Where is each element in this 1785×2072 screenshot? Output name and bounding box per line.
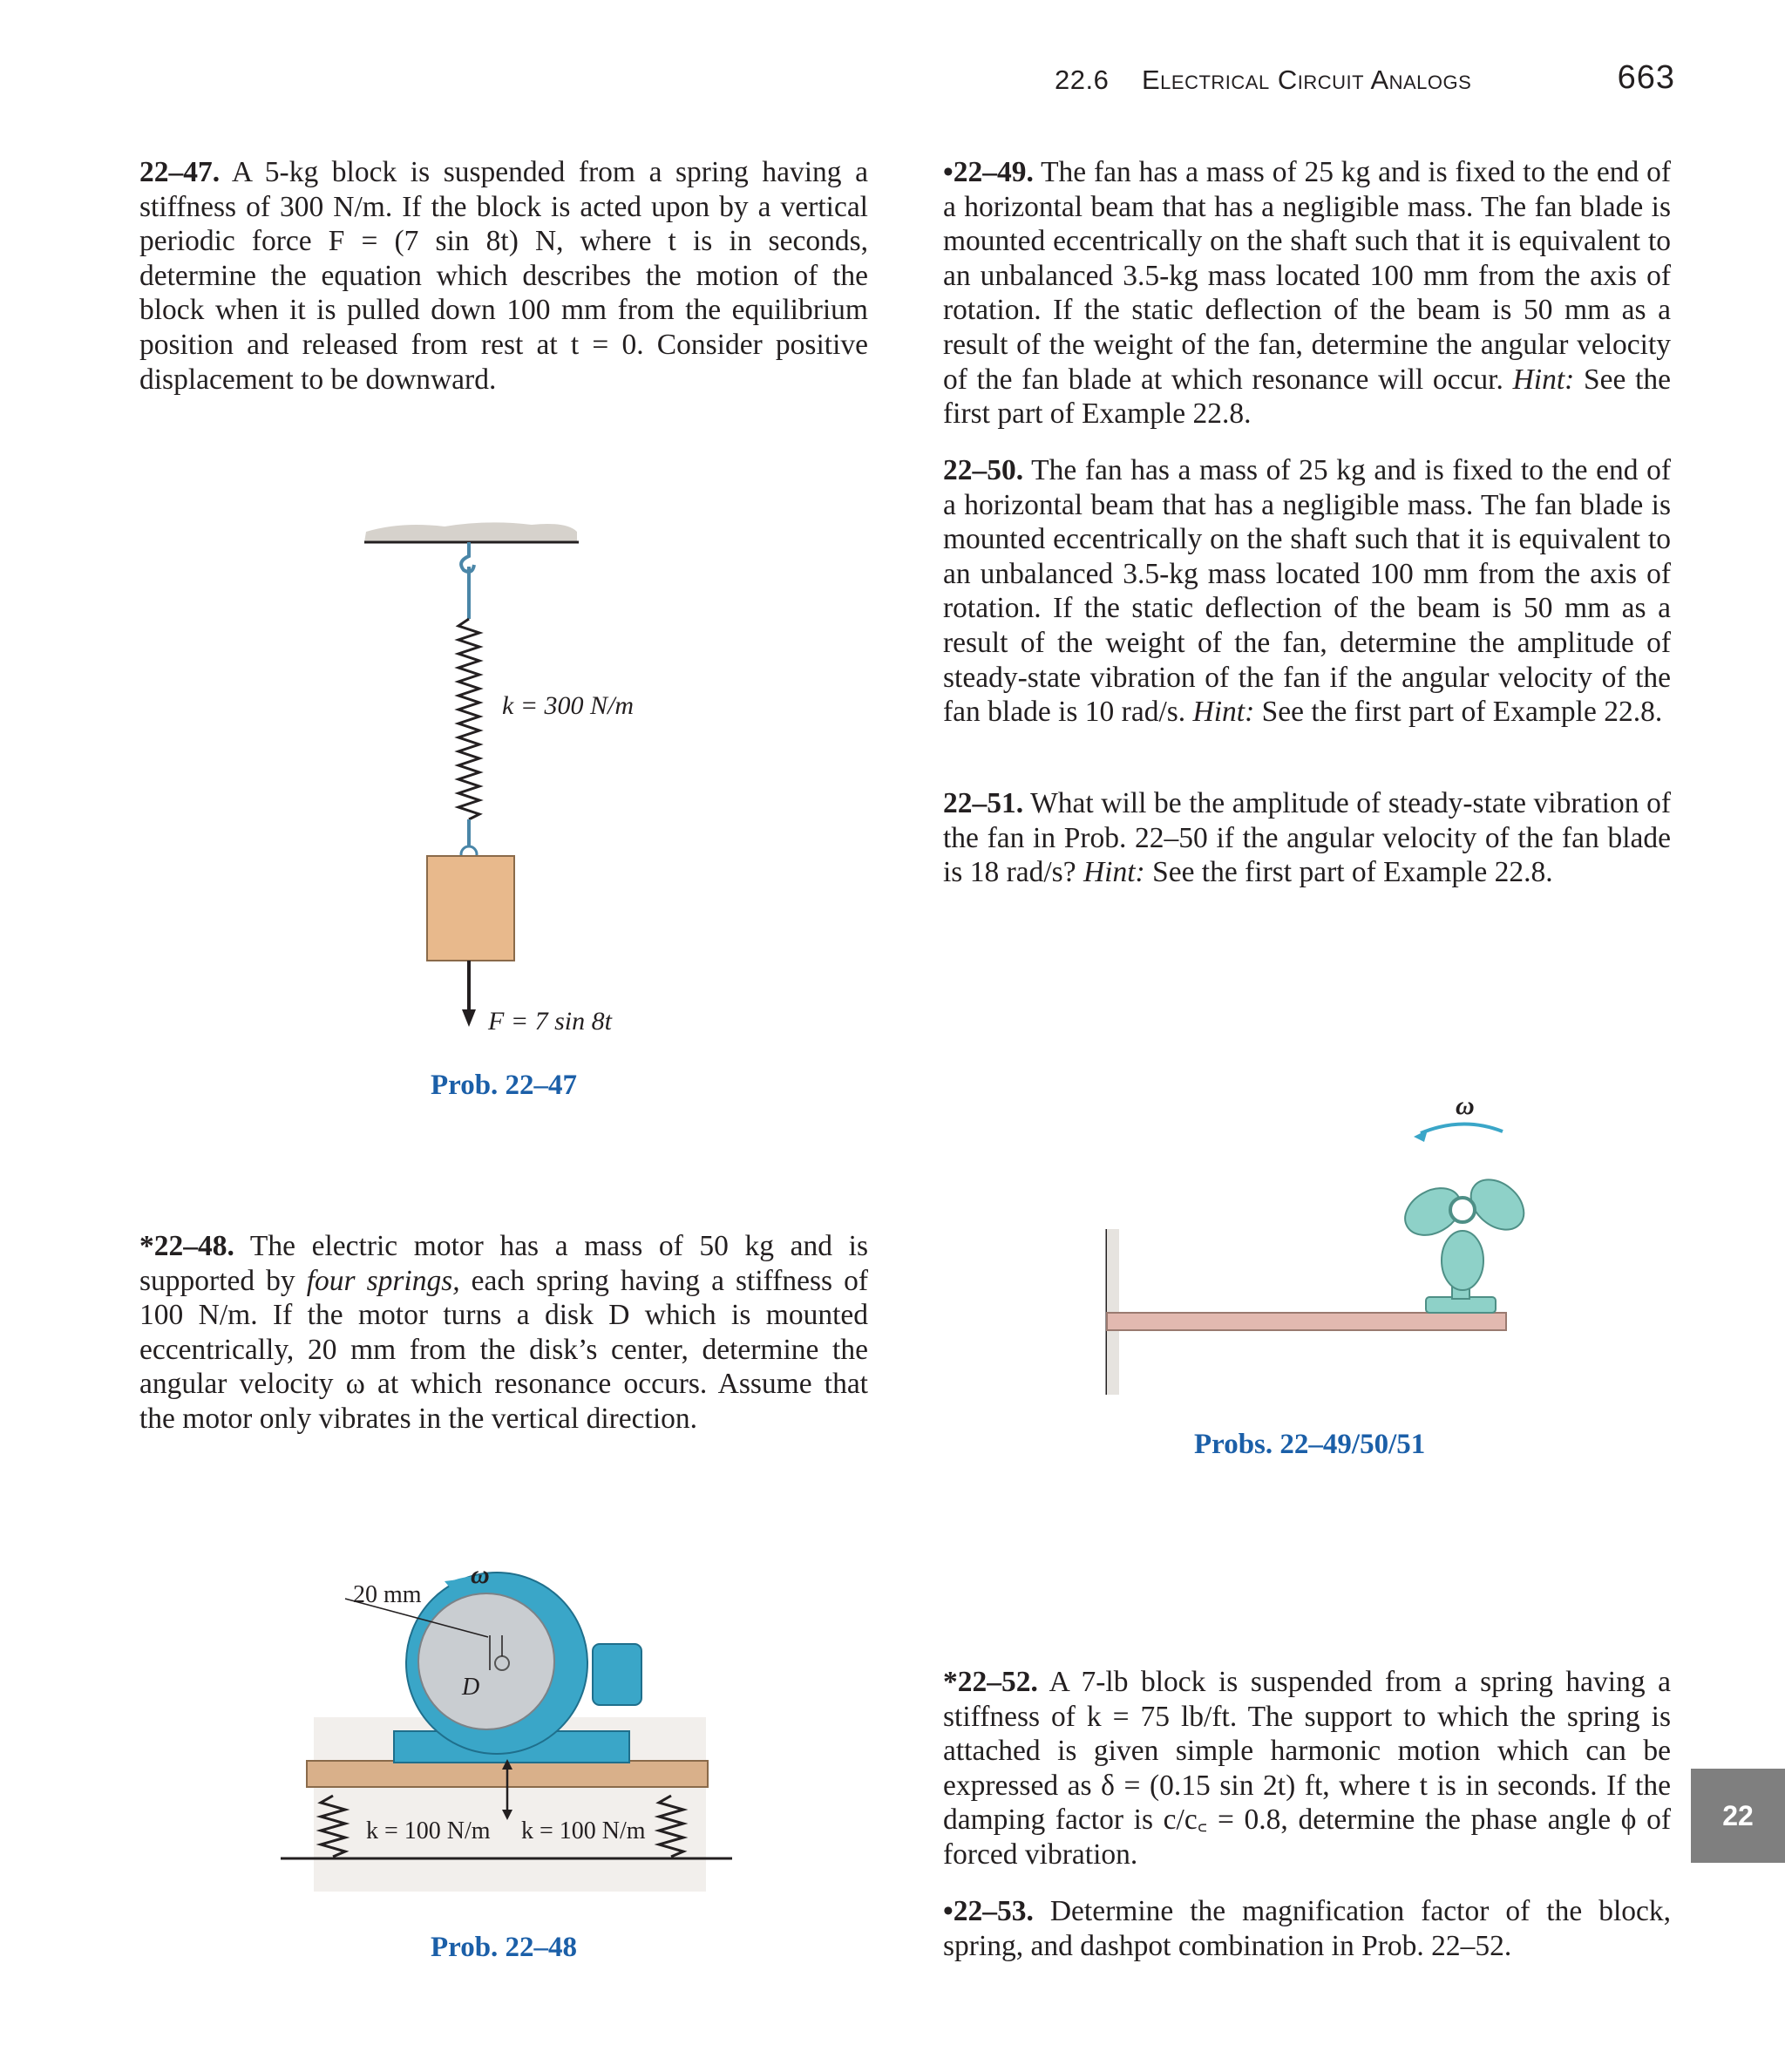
problem-22-50: 22–50. The fan has a mass of 25 kg and is fixed to the end of a horizontal beam that has a negligible mass. The fan blade is mounted eccentrically on the shaft such that it is equivalent to an unbalanced 3.5-kg mass located 100 mm from the axis of rotation. If the static deflection of the beam is 50 mm as a result of the weight of the fan, determine the amplitude of steady-state vibration of the fan if the angular velocity of the fan blade is 10 rad/s. Hint: See the first part of Example 22.8. [943,454,1671,729]
rotation-arrow [1421,1124,1503,1133]
problem-number: 22–47. [139,156,221,188]
problem-22-52: *22–52. A 7-lb block is suspended from a spring having a stiffness of k = 75 lb/ft. The support to which the spring is attached is given simple harmonic motion which can be expressed as δ = (0.15 sin 2t) ft, where t is in seconds. If the damping factor is c/c꜀ = 0.8, determine the phase angle ϕ of forced vibration. [943,1666,1671,1871]
disk [418,1593,554,1729]
section-number: 22.6 [1055,65,1110,95]
fan-blade [1442,1231,1483,1290]
beam [1107,1313,1506,1330]
chapter-tab: 22 [1691,1769,1785,1863]
problem-22-53: •22–53. Determine the magnification factor of the block, spring, and dashpot combination in Prob. 22–52. [943,1895,1671,1962]
problem-number: 22–50. [943,454,1024,486]
ceiling-shade [364,522,577,542]
figure-caption-22-48: Prob. 22–48 [431,1932,578,1963]
spring-left-label: k = 100 N/m [366,1817,491,1844]
problem-22-47 [139,155,868,397]
problem-text: A 5-kg block is suspended from a spring having a stiffness of 300 N/m. If the block is acted upon by a vertical periodic force F = (7 sin 8t) N, where t is in seconds, determine the equation which describes the motion of the block when it is pulled down 100 mm from the equilibrium position and released from rest at t = 0. Consider positive displacement to be downward. [139,156,868,396]
section-title: Electrical Circuit Analogs [1142,65,1472,95]
emphasis: four springs, [306,1264,460,1297]
problem-number: *22–48. [139,1230,234,1262]
fan-hub [1450,1198,1475,1222]
eccentricity-label: 20 mm [353,1581,422,1608]
page-number: 663 [1617,59,1675,96]
block [427,856,514,961]
force-label: F = 7 sin 8t [488,1007,612,1036]
problem-22-48: *22–48. The electric motor has a mass of 50 kg and is supported by four springs, each spring having a stiffness of 100 N/m. If the motor turns a disk D which is mounted eccentrically, 20 mm from the disk’s center, determine the angular velocity ω at which resonance occurs. Assume that the motor only vibrates in the vertical direction. [139,1230,868,1435]
omega-label: ω [1456,1091,1475,1120]
problem-number: •22–53. [943,1895,1034,1927]
spring-label: k = 300 N/m [502,691,635,720]
disk-label: D [462,1674,480,1701]
figure-caption-22-49-50-51: Probs. 22–49/50/51 [1194,1429,1426,1460]
omega-label: ω [471,1560,490,1589]
spring [458,619,479,819]
problem-number: *22–52. [943,1666,1038,1698]
running-header [1055,59,1682,103]
problem-22-51: 22–51. What will be the amplitude of steady-state vibration of the fan in Prob. 22–50 if the angular velocity of the fan blade is 18 rad/s? Hint: See the first part of Example 22.8. [943,787,1671,889]
spring-right-label: k = 100 N/m [521,1817,646,1844]
problem-number: 22–51. [943,787,1024,819]
figure-22-49-50-51 [1089,1107,1525,1403]
figure-caption-22-47: Prob. 22–47 [431,1070,578,1101]
problem-number: •22–49. [943,156,1034,188]
problem-22-49: •22–49. The fan has a mass of 25 kg and is fixed to the end of a horizontal beam that has a negligible mass. The fan blade is mounted eccentrically on the shaft such that it is equivalent to an unbalanced 3.5-kg mass located 100 mm from the axis of rotation. If the static deflection of the beam is 50 mm as a result of the weight of the fan, determine the angular velocity of the fan blade at which resonance will occur. Hint: See the first part of Example 22.8. [943,156,1671,431]
figure-22-48 [270,1560,741,1892]
figure-22-47 [349,514,610,1055]
